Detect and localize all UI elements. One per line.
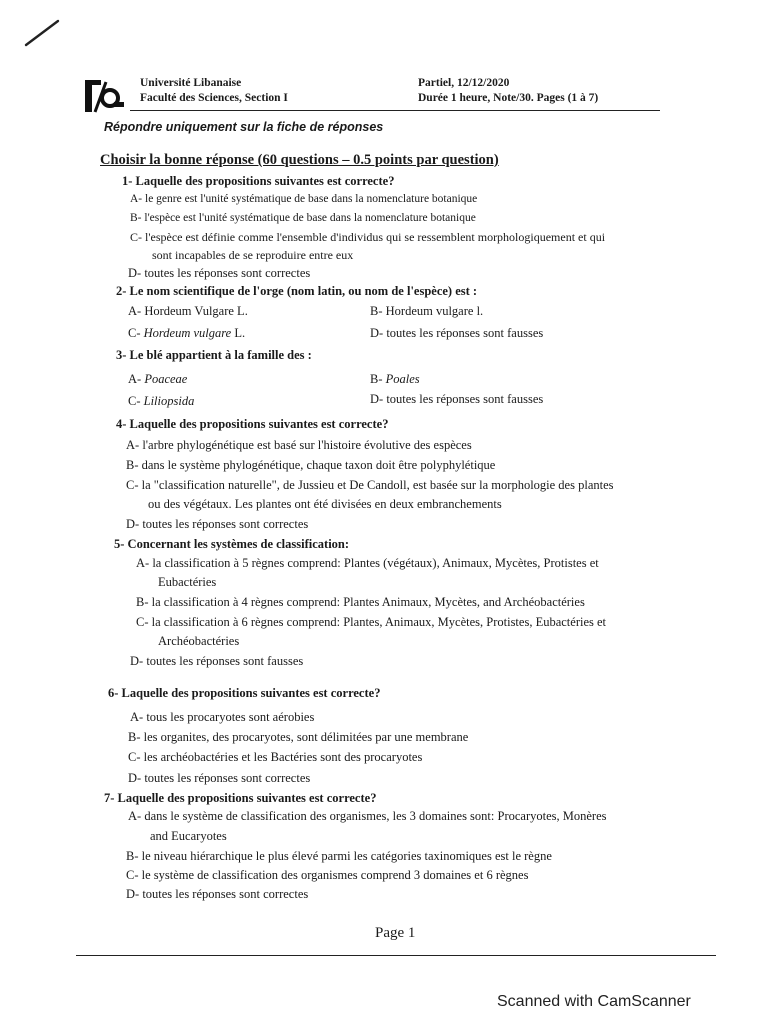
q4-option-a: A- l'arbre phylogénétique est basé sur l'histoire évolutive des espèces	[126, 438, 472, 452]
q4-option-d: D- toutes les réponses sont correctes	[126, 517, 309, 531]
q5-option-c: C- la classification à 6 règnes comprend: Plantes, Animaux, Mycètes, Protistes, Eubactéries et	[136, 615, 607, 629]
q6-option-c: C- les archéobactéries et les Bactéries sont des procaryotes	[128, 750, 423, 764]
q1-option-b: B- l'espèce est l'unité systématique de base dans la nomenclature botanique	[130, 212, 476, 224]
question-5: 5- Concernant les systèmes de classification:	[114, 537, 350, 551]
q2-option-c-name: Hordeum vulgare	[143, 326, 232, 340]
question-6: 6- Laquelle des propositions suivantes est correcte?	[108, 686, 381, 700]
footer-rule	[76, 955, 716, 956]
q1-option-d: D- toutes les réponses sont correctes	[128, 266, 311, 280]
q2-option-c	[128, 326, 245, 341]
question-1: 1- Laquelle des propositions suivantes est correcte?	[122, 174, 395, 188]
q6-option-b: B- les organites, des procaryotes, sont délimitées par une membrane	[128, 730, 469, 744]
q3-option-b-letter: B-	[370, 372, 383, 386]
q7-option-a-cont: and Eucaryotes	[150, 829, 227, 843]
q5-option-a: A- la classification à 5 règnes comprend: Plantes (végétaux), Animaux, Mycètes, Protistes et	[136, 556, 599, 570]
q3-option-c-text: Liliopsida	[143, 394, 195, 408]
header-details: Durée 1 heure, Note/30. Pages (1 à 7)	[418, 92, 599, 104]
question-2: 2- Le nom scientifique de l'orge (nom latin, ou nom de l'espèce) est :	[116, 284, 478, 298]
q5-option-d: D- toutes les réponses sont fausses	[130, 654, 304, 668]
q6-option-a: A- tous les procaryotes sont aérobies	[130, 710, 315, 724]
instruction: Répondre uniquement sur la fiche de réponses	[104, 120, 384, 134]
q2-option-b: B- Hordeum vulgare l.	[370, 304, 484, 318]
header-university: Université Libanaise	[140, 77, 242, 89]
q2-option-d: D- toutes les réponses sont fausses	[370, 326, 544, 340]
q7-option-d: D- toutes les réponses sont correctes	[126, 887, 309, 901]
university-logo	[84, 78, 126, 114]
q7-option-c: C- le système de classification des organismes comprend 3 domaines et 6 règnes	[126, 868, 529, 882]
q5-option-a-cont: Eubactéries	[158, 575, 217, 589]
q4-option-c: C- la "classification naturelle", de Jussieu et De Candoll, est basée sur la morphologie des plantes	[126, 478, 614, 492]
q4-option-b: B- dans le système phylogénétique, chaque taxon doit être polyphylétique	[126, 458, 496, 472]
q1-option-c: C- l'espèce est définie comme l'ensemble d'individus qui se ressemblent morphologiquement et qui	[130, 230, 606, 244]
q3-option-d: D- toutes les réponses sont fausses	[370, 392, 544, 406]
q5-option-b: B- la classification à 4 règnes comprend: Plantes Animaux, Mycètes, and Archéobactéries	[136, 595, 585, 609]
q2-option-c-letter: C-	[128, 326, 141, 340]
scanner-watermark: Scanned with CamScanner	[497, 993, 691, 1010]
q1-option-a: A- le genre est l'unité systématique de base dans la nomenclature botanique	[130, 193, 478, 205]
page-number: Page 1	[375, 925, 416, 941]
question-4: 4- Laquelle des propositions suivantes est correcte?	[116, 417, 389, 431]
header-faculty: Faculté des Sciences, Section I	[140, 92, 288, 104]
q3-option-a	[128, 372, 187, 387]
q3-option-c-letter: C-	[128, 394, 141, 408]
q2-option-a: A- Hordeum Vulgare L.	[128, 304, 248, 318]
q2-option-c-author: L.	[234, 326, 246, 340]
header-rule	[130, 110, 660, 111]
q3-option-b	[370, 372, 420, 387]
q5-option-c-cont: Archéobactéries	[158, 634, 240, 648]
q4-option-c-cont: ou des végétaux. Les plantes ont été divisées en deux embranchements	[148, 497, 502, 511]
q7-option-a: A- dans le système de classification des organismes, les 3 domaines sont: Procaryotes, Monères	[128, 809, 607, 823]
q3-option-c	[128, 394, 194, 409]
question-3: 3- Le blé appartient à la famille des :	[116, 348, 312, 362]
q1-option-c-cont: sont incapables de se reproduire entre eux	[152, 248, 354, 262]
q3-option-a-text: Poaceae	[144, 372, 188, 386]
question-7: 7- Laquelle des propositions suivantes est correcte?	[104, 791, 377, 805]
section-title: Choisir la bonne réponse (60 questions – 0.5 points par question)	[100, 152, 499, 168]
header-exam: Partiel, 12/12/2020	[418, 77, 510, 89]
pen-mark-icon	[22, 18, 62, 48]
q3-option-b-text: Poales	[385, 372, 420, 386]
q7-option-b: B- le niveau hiérarchique le plus élevé parmi les catégories taxinomiques est le règne	[126, 849, 552, 863]
q6-option-d: D- toutes les réponses sont correctes	[128, 771, 311, 785]
q3-option-a-letter: A-	[128, 372, 142, 386]
